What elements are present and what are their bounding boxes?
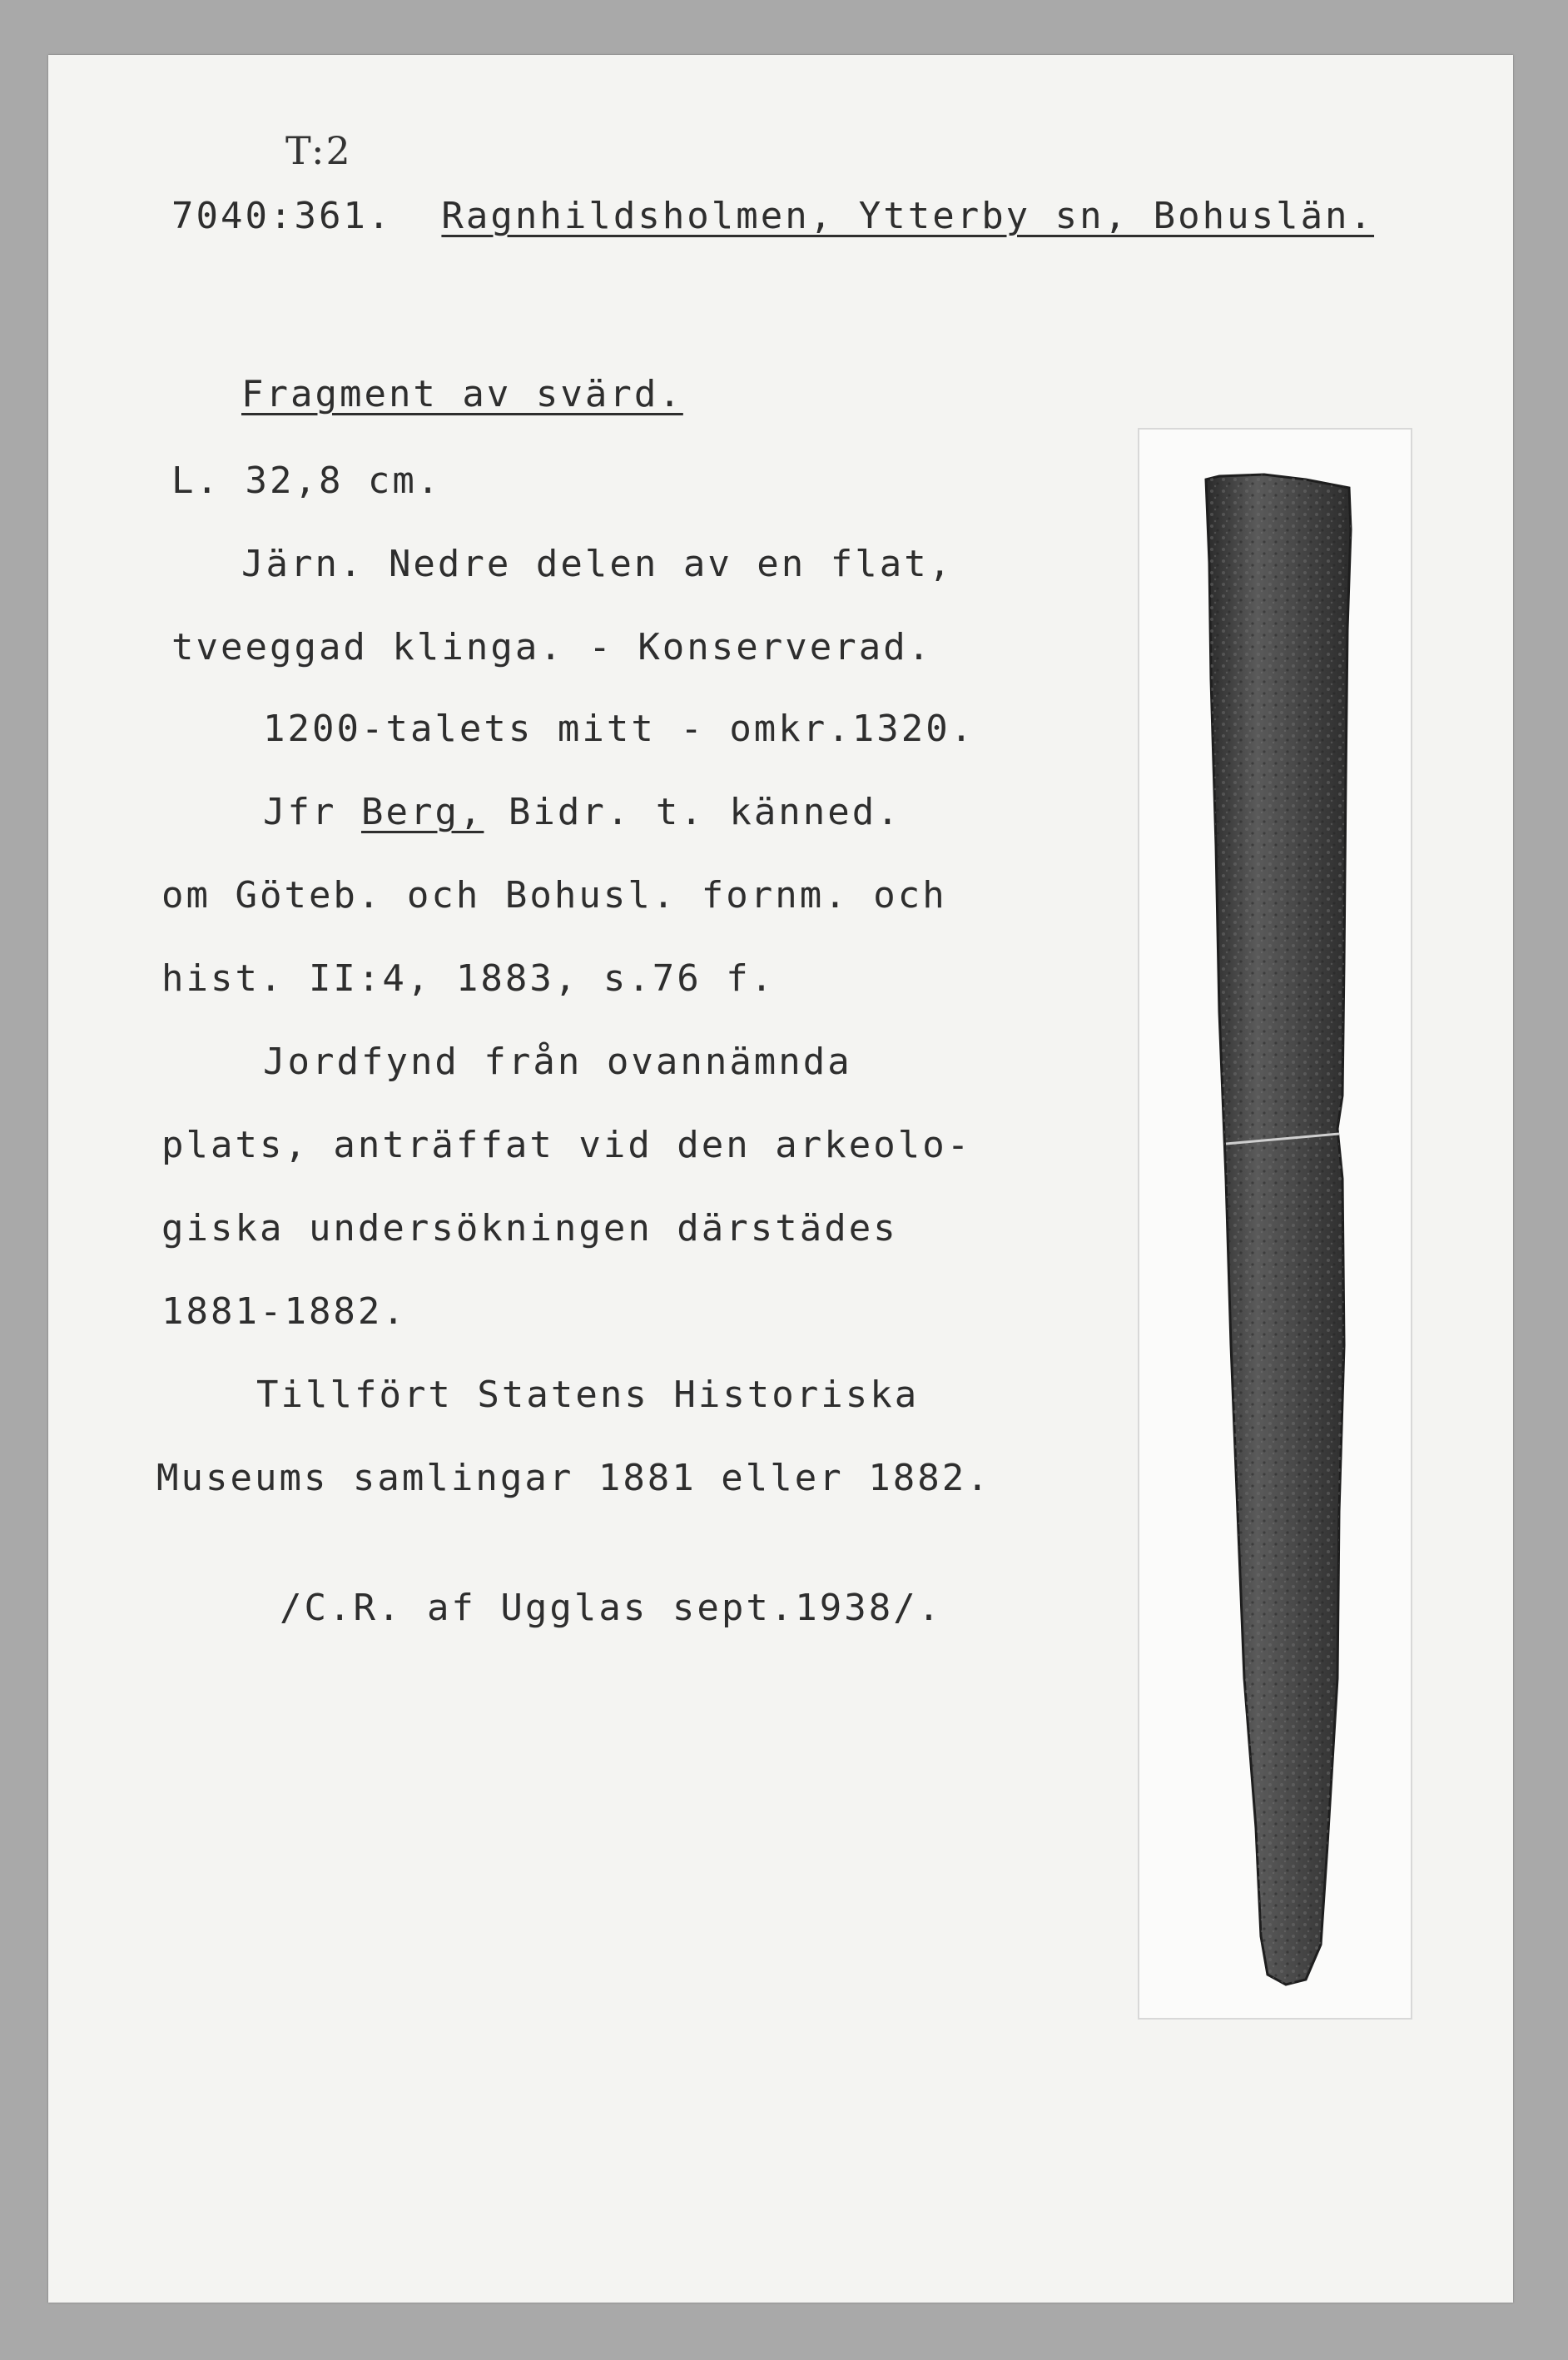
reference-title: Bidr. t. känned.	[484, 791, 901, 833]
acquisition-line-2: Museums samlingar 1881 eller 1882.	[156, 1457, 991, 1499]
find-line-1: Jordfynd från ovannämnda	[263, 1041, 852, 1083]
description-line-2: tveeggad klinga. - Konserverad.	[171, 626, 933, 668]
acquisition-line-1: Tillfört Statens Historiska	[256, 1374, 920, 1416]
find-line-3: giska undersökningen därstädes	[161, 1207, 898, 1250]
reference-line-3: hist. II:4, 1883, s.76 f.	[161, 957, 776, 1000]
object-title: Fragment av svärd.	[241, 373, 683, 415]
object-length: L. 32,8 cm.	[171, 460, 442, 502]
catalog-card	[48, 55, 1513, 2303]
handwritten-note: T:2	[285, 128, 352, 173]
reference-line-1	[263, 791, 901, 833]
description-line-1: Järn. Nedre delen av en flat,	[241, 543, 954, 585]
dating-line: 1200-talets mitt - omkr.1320.	[263, 708, 975, 750]
find-line-2: plats, anträffat vid den arkeolo-	[161, 1124, 972, 1166]
catalog-number: 7040:361.	[171, 195, 393, 237]
artifact-photo	[1138, 428, 1412, 2020]
reference-line-2: om Göteb. och Bohusl. fornm. och	[161, 874, 947, 917]
location-text: Ragnhildsholmen, Ytterby sn, Bohuslän.	[441, 195, 1375, 237]
catalog-header-line	[171, 195, 1374, 237]
reference-author: Berg,	[360, 791, 484, 833]
sword-fragment-icon	[1139, 430, 1414, 2021]
reference-prefix: Jfr	[263, 791, 361, 833]
find-line-4: 1881-1882.	[161, 1290, 407, 1333]
signature-line: /C.R. af Ugglas sept.1938/.	[280, 1587, 943, 1629]
